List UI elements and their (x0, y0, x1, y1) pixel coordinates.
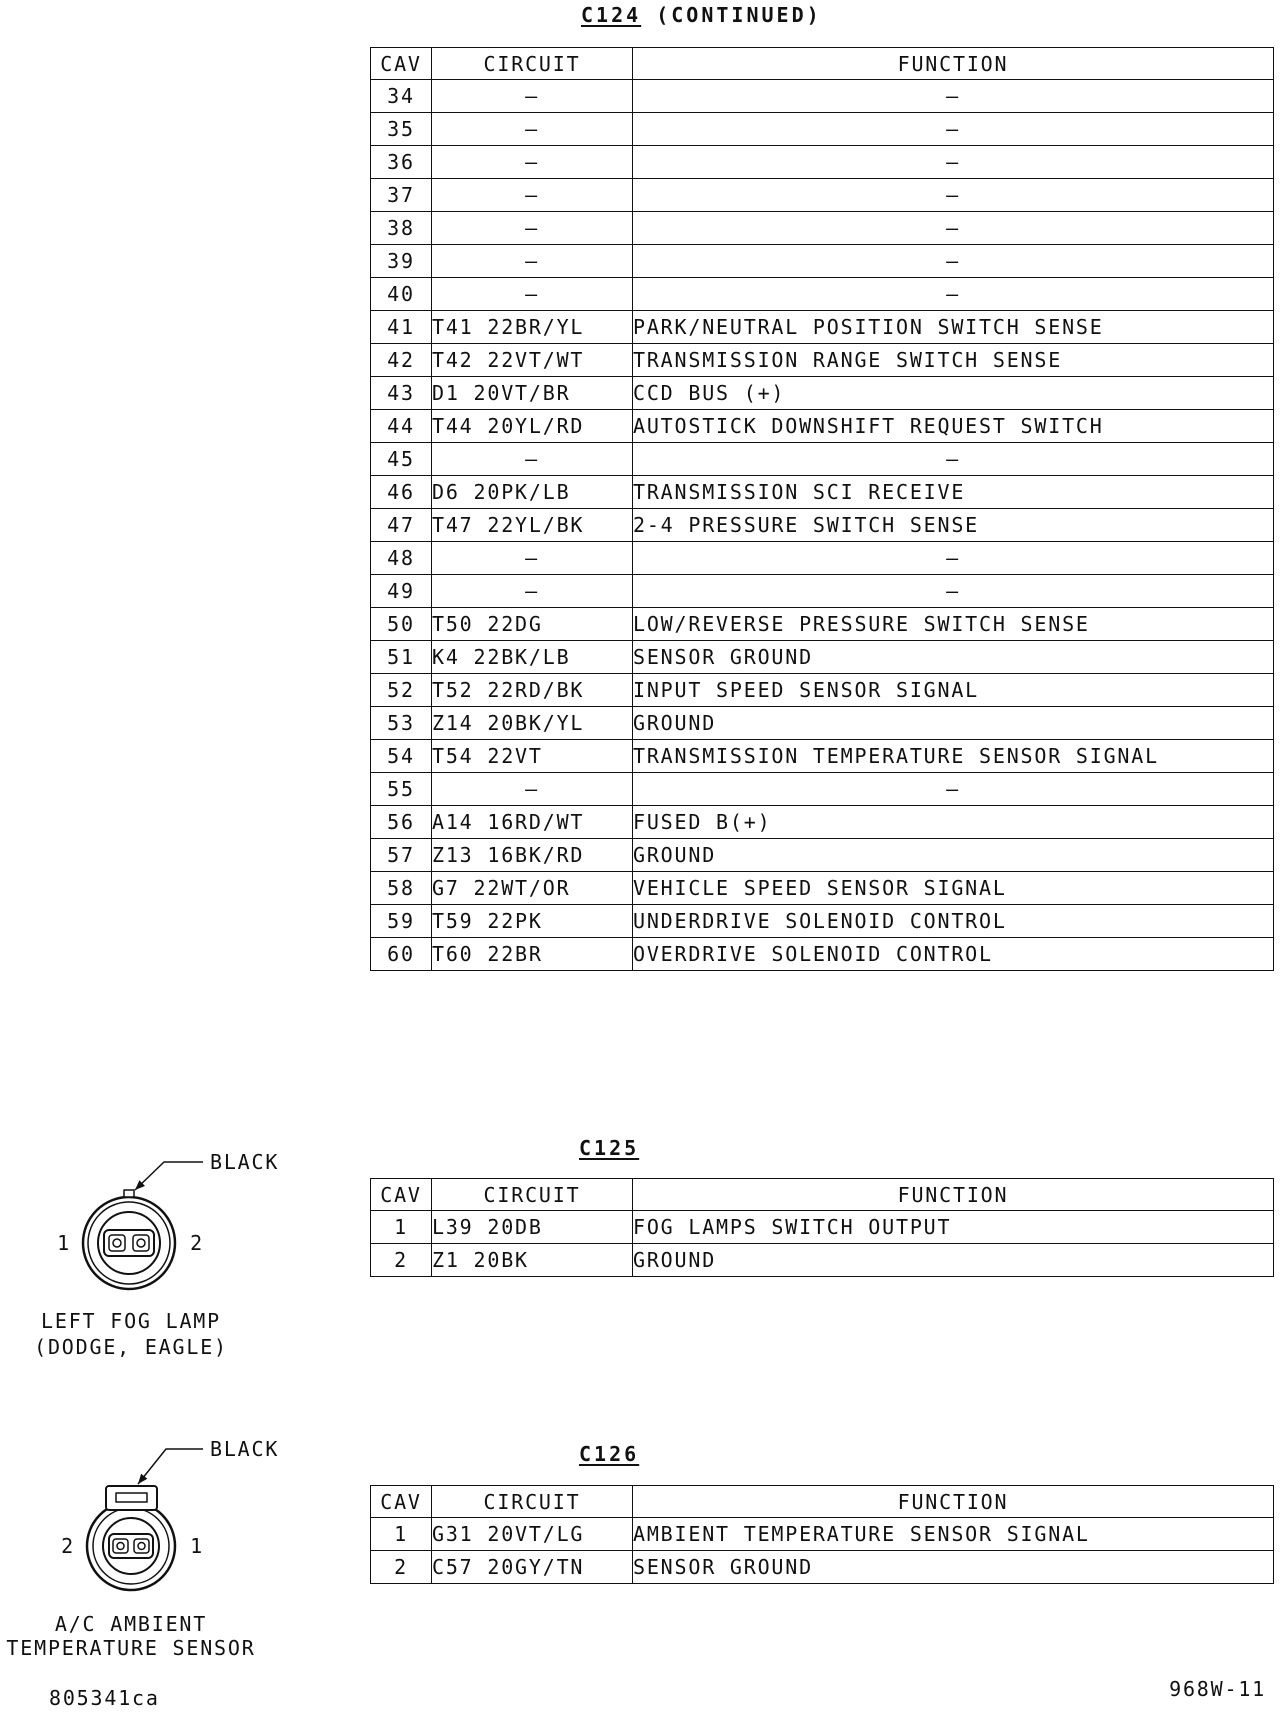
table-row (371, 278, 1274, 311)
cav-cell: 50 (371, 608, 432, 641)
cav-cell: 52 (371, 674, 432, 707)
function-cell: AMBIENT TEMPERATURE SENSOR SIGNAL (633, 1518, 1274, 1551)
connector-housing-outer (83, 1197, 175, 1289)
table-row (371, 674, 1274, 707)
header-row (371, 1486, 1274, 1518)
c126-table-body (371, 1518, 1274, 1584)
cav-cell: 36 (371, 146, 432, 179)
table-row (371, 575, 1274, 608)
cav-cell: 43 (371, 377, 432, 410)
connector-caption-line: LEFT FOG LAMP (41, 1309, 221, 1333)
table-row (371, 1211, 1274, 1244)
table-row (371, 1518, 1274, 1551)
table-row (371, 509, 1274, 542)
circuit-header: CIRCUIT (432, 1179, 633, 1211)
header-row (371, 48, 1274, 80)
cav-cell: 47 (371, 509, 432, 542)
cav-cell: 54 (371, 740, 432, 773)
circuit-cell: – (432, 575, 633, 608)
function-cell: INPUT SPEED SENSOR SIGNAL (633, 674, 1274, 707)
circuit-cell: – (432, 542, 633, 575)
cav-cell: 42 (371, 344, 432, 377)
connector-tab (124, 1190, 134, 1197)
circuit-header: CIRCUIT (432, 1486, 633, 1518)
function-cell: SENSOR GROUND (633, 1551, 1274, 1584)
function-cell: LOW/REVERSE PRESSURE SWITCH SENSE (633, 608, 1274, 641)
table-row (371, 905, 1274, 938)
cav-cell: 55 (371, 773, 432, 806)
cav-cell: 45 (371, 443, 432, 476)
table-row (371, 707, 1274, 740)
terminal-cavity (134, 1539, 149, 1553)
circuit-cell: T47 22YL/BK (432, 509, 633, 542)
circuit-cell: – (432, 245, 633, 278)
leader-arrowhead (138, 1474, 147, 1484)
circuit-cell: D6 20PK/LB (432, 476, 633, 509)
terminal-cavity (133, 1235, 149, 1251)
circuit-cell: Z1 20BK (432, 1244, 633, 1277)
function-cell: – (633, 80, 1274, 113)
table-row (371, 80, 1274, 113)
function-cell: TRANSMISSION TEMPERATURE SENSOR SIGNAL (633, 740, 1274, 773)
table-row (371, 179, 1274, 212)
circuit-cell: A14 16RD/WT (432, 806, 633, 839)
function-cell: TRANSMISSION RANGE SWITCH SENSE (633, 344, 1274, 377)
circuit-cell: T52 22RD/BK (432, 674, 633, 707)
cav-cell: 51 (371, 641, 432, 674)
table-row (371, 542, 1274, 575)
function-header: FUNCTION (633, 1486, 1274, 1518)
circuit-cell: T42 22VT/WT (432, 344, 633, 377)
c125-code: C125 (579, 1136, 640, 1160)
table-row (371, 608, 1274, 641)
c126-title (579, 1442, 639, 1466)
table-row (371, 245, 1274, 278)
cav-header: CAV (371, 48, 432, 80)
function-cell: GROUND (633, 707, 1274, 740)
circuit-cell: Z13 16BK/RD (432, 839, 633, 872)
cav-cell: 34 (371, 80, 432, 113)
pin-number-label: 1 (57, 1231, 71, 1255)
connector-color-label: BLACK (210, 1150, 280, 1174)
function-header: FUNCTION (633, 1179, 1274, 1211)
circuit-cell: G31 20VT/LG (432, 1518, 633, 1551)
cav-cell: 1 (371, 1518, 432, 1551)
header-row (371, 1179, 1274, 1211)
function-cell: OVERDRIVE SOLENOID CONTROL (633, 938, 1274, 971)
table-row (371, 212, 1274, 245)
terminal-block (104, 1230, 154, 1256)
cav-cell: 46 (371, 476, 432, 509)
circuit-cell: – (432, 278, 633, 311)
circuit-cell: – (432, 773, 633, 806)
table-row (371, 773, 1274, 806)
table-row (371, 872, 1274, 905)
cav-cell: 37 (371, 179, 432, 212)
cav-cell: 38 (371, 212, 432, 245)
c124-table-body (371, 80, 1274, 971)
circuit-cell: T50 22DG (432, 608, 633, 641)
circuit-cell: – (432, 212, 633, 245)
circuit-cell: – (432, 80, 633, 113)
fog-lamp-connector-icon (40, 1150, 220, 1310)
cav-cell: 39 (371, 245, 432, 278)
circuit-cell: G7 22WT/OR (432, 872, 633, 905)
connector-housing-ring (88, 1202, 170, 1284)
cav-header: CAV (371, 1179, 432, 1211)
cav-cell: 49 (371, 575, 432, 608)
circuit-cell: – (432, 146, 633, 179)
function-cell: – (633, 245, 1274, 278)
table-row (371, 113, 1274, 146)
connector-caption-line: TEMPERATURE SENSOR (6, 1636, 256, 1660)
circuit-cell: – (432, 179, 633, 212)
table-row (371, 410, 1274, 443)
cav-cell: 41 (371, 311, 432, 344)
circuit-cell: L39 20DB (432, 1211, 633, 1244)
function-cell: GROUND (633, 839, 1274, 872)
leader-line (135, 1162, 203, 1190)
terminal-pin (113, 1239, 121, 1247)
table-row (371, 443, 1274, 476)
terminal-pin (137, 1239, 145, 1247)
pin-number-label: 2 (190, 1231, 204, 1255)
cav-cell: 60 (371, 938, 432, 971)
c124-table (370, 47, 1274, 971)
function-cell: 2-4 PRESSURE SWITCH SENSE (633, 509, 1274, 542)
connector-housing-inner (103, 1518, 159, 1574)
c126-table (370, 1485, 1274, 1584)
pin-number-label: 2 (61, 1534, 75, 1558)
c125-title (579, 1136, 639, 1160)
table-row (371, 938, 1274, 971)
function-cell: – (633, 443, 1274, 476)
c125-table (370, 1178, 1274, 1277)
function-cell: FUSED B(+) (633, 806, 1274, 839)
connector-housing-ring (93, 1508, 169, 1584)
circuit-cell: T44 20YL/RD (432, 410, 633, 443)
circuit-cell: K4 22BK/LB (432, 641, 633, 674)
table-row (371, 344, 1274, 377)
connector-tab (106, 1486, 157, 1510)
function-cell: PARK/NEUTRAL POSITION SWITCH SENSE (633, 311, 1274, 344)
connector-housing-inner (98, 1212, 160, 1274)
function-cell: AUTOSTICK DOWNSHIFT REQUEST SWITCH (633, 410, 1274, 443)
function-cell: CCD BUS (+) (633, 377, 1274, 410)
circuit-cell: Z14 20BK/YL (432, 707, 633, 740)
table-row (371, 311, 1274, 344)
cav-cell: 2 (371, 1244, 432, 1277)
table-row (371, 476, 1274, 509)
circuit-header: CIRCUIT (432, 48, 633, 80)
function-cell: – (633, 278, 1274, 311)
terminal-pin (117, 1543, 124, 1550)
table-row (371, 377, 1274, 410)
c126-code: C126 (579, 1442, 640, 1466)
terminal-block (109, 1534, 153, 1558)
circuit-cell: T54 22VT (432, 740, 633, 773)
drawing-number: 805341ca (49, 1686, 160, 1710)
cav-cell: 44 (371, 410, 432, 443)
pin-number-label: 1 (190, 1534, 204, 1558)
cav-cell: 40 (371, 278, 432, 311)
table-row (371, 839, 1274, 872)
table-row (371, 1551, 1274, 1584)
terminal-pin (138, 1543, 145, 1550)
function-cell: – (633, 773, 1274, 806)
function-cell: – (633, 575, 1274, 608)
function-cell: FOG LAMPS SWITCH OUTPUT (633, 1211, 1274, 1244)
c124-title (581, 3, 822, 27)
table-row (371, 806, 1274, 839)
cav-cell: 53 (371, 707, 432, 740)
cav-cell: 48 (371, 542, 432, 575)
circuit-cell: D1 20VT/BR (432, 377, 633, 410)
function-cell: UNDERDRIVE SOLENOID CONTROL (633, 905, 1274, 938)
cav-cell: 1 (371, 1211, 432, 1244)
function-cell: TRANSMISSION SCI RECEIVE (633, 476, 1274, 509)
function-cell: – (633, 179, 1274, 212)
circuit-cell: C57 20GY/TN (432, 1551, 633, 1584)
table-row (371, 146, 1274, 179)
circuit-cell: – (432, 443, 633, 476)
circuit-cell: – (432, 113, 633, 146)
function-header: FUNCTION (633, 48, 1274, 80)
table-row (371, 740, 1274, 773)
function-cell: GROUND (633, 1244, 1274, 1277)
terminal-cavity (113, 1539, 128, 1553)
cav-cell: 56 (371, 806, 432, 839)
circuit-cell: T41 22BR/YL (432, 311, 633, 344)
cav-header: CAV (371, 1486, 432, 1518)
table-row (371, 1244, 1274, 1277)
function-cell: – (633, 542, 1274, 575)
connector-caption-line: (DODGE, EAGLE) (34, 1335, 228, 1359)
leader-line (138, 1449, 203, 1484)
function-cell: SENSOR GROUND (633, 641, 1274, 674)
circuit-cell: T60 22BR (432, 938, 633, 971)
table-row (371, 641, 1274, 674)
cav-cell: 59 (371, 905, 432, 938)
connector-caption-line: A/C AMBIENT (54, 1612, 208, 1636)
connector-housing-outer (87, 1502, 175, 1590)
c124-code: C124 (581, 3, 642, 27)
cav-cell: 35 (371, 113, 432, 146)
function-cell: VEHICLE SPEED SENSOR SIGNAL (633, 872, 1274, 905)
page-code: 968W-11 (1169, 1677, 1266, 1701)
function-cell: – (633, 212, 1274, 245)
c125-table-body (371, 1211, 1274, 1277)
function-cell: – (633, 113, 1274, 146)
circuit-cell: T59 22PK (432, 905, 633, 938)
cav-cell: 57 (371, 839, 432, 872)
cav-cell: 2 (371, 1551, 432, 1584)
terminal-cavity (109, 1235, 125, 1251)
cav-cell: 58 (371, 872, 432, 905)
connector-color-label: BLACK (210, 1437, 280, 1461)
ambient-sensor-connector-icon (40, 1440, 220, 1610)
c124-suffix: (CONTINUED) (656, 3, 822, 27)
function-cell: – (633, 146, 1274, 179)
